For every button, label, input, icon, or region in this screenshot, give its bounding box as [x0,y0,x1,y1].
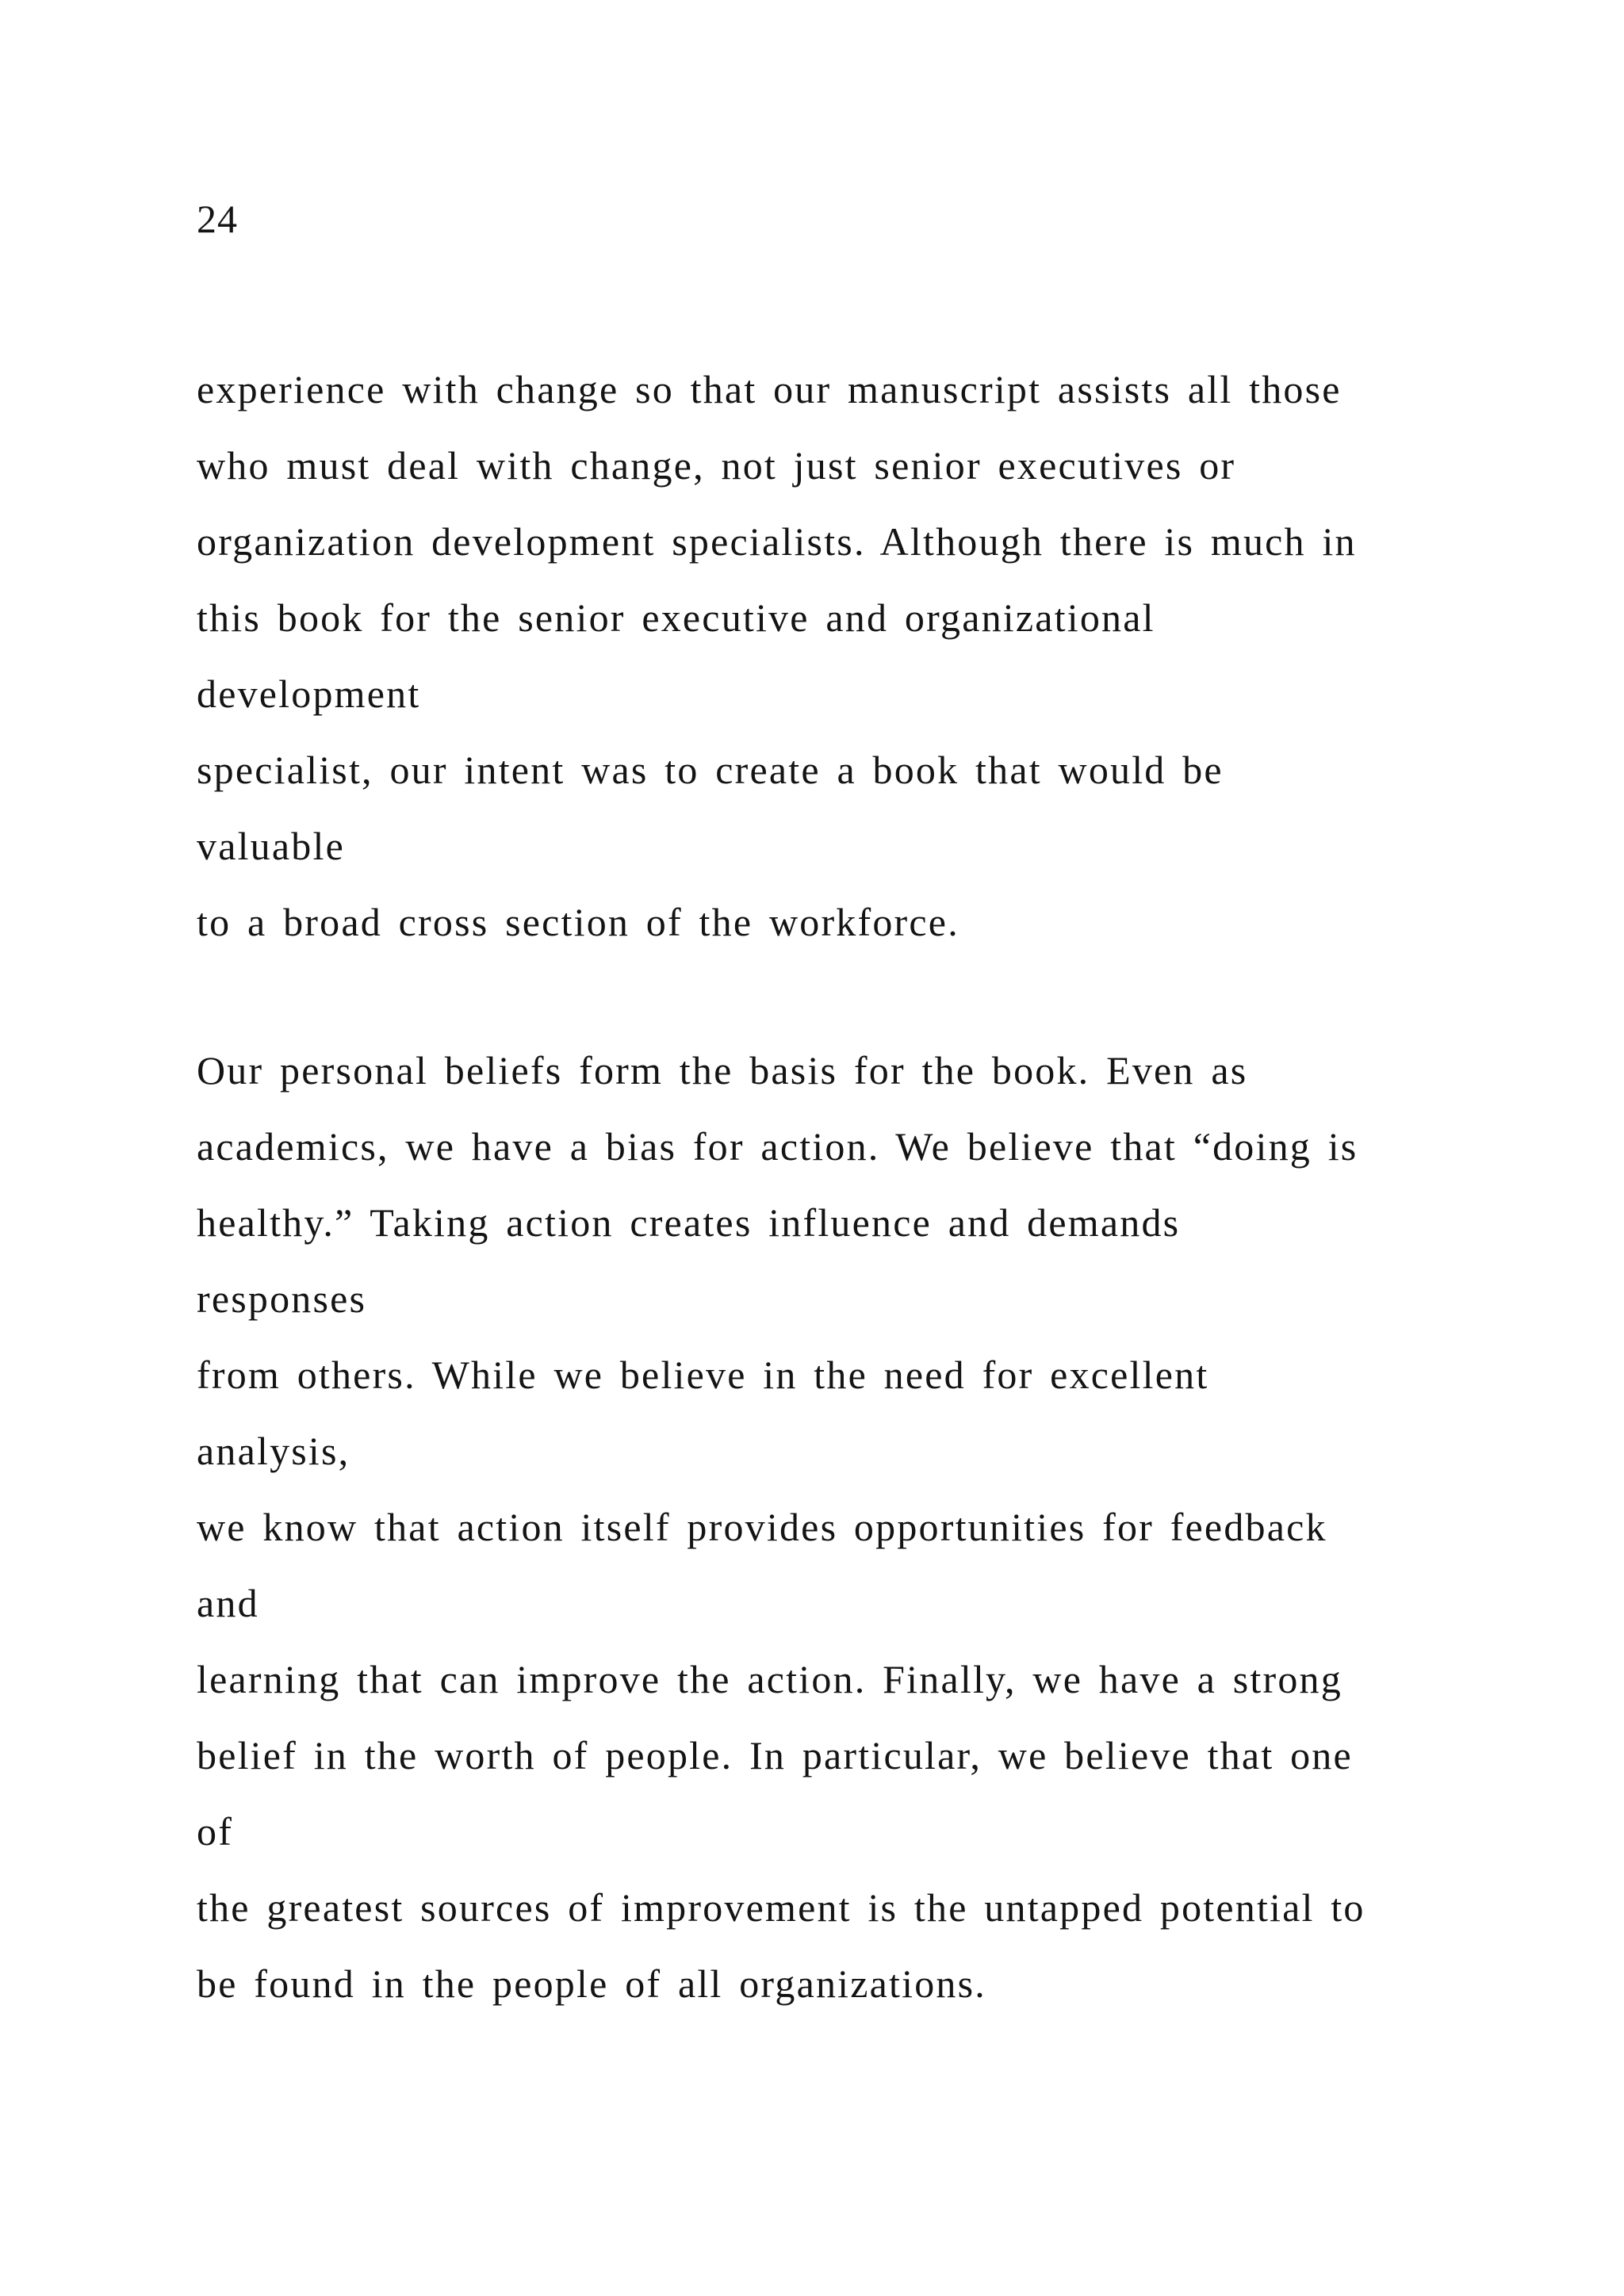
paragraph-2 [197,1032,1545,2022]
text-line: valuable [197,824,345,868]
text-line: specialist, our intent was to create a book that would be [197,748,1224,792]
text-line: belief in the worth of people. In particular, we believe that one [197,1733,1353,1777]
text-line: learning that can improve the action. Finally, we have a strong [197,1657,1342,1701]
text-line: be found in the people of all organizations. [197,1961,986,2006]
text-line: analysis, [197,1429,350,1473]
page-number: 24 [197,197,238,241]
text-line: experience with change so that our manuscript assists all those [197,367,1342,411]
text-line: academics, we have a bias for action. We believe that “doing is [197,1124,1358,1169]
text-line: development [197,672,421,716]
text-line: Our personal beliefs form the basis for the book. Even as [197,1048,1248,1093]
text-line: from others. While we believe in the need for excellent [197,1353,1209,1397]
text-line: organization development specialists. Although there is much in [197,519,1357,564]
paragraph-1 [197,351,1545,960]
text-line: we know that action itself provides opportunities for feedback [197,1505,1327,1549]
text-line: responses [197,1276,367,1321]
text-line: to a broad cross section of the workforce. [197,900,959,944]
text-line: this book for the senior executive and organizational [197,595,1155,640]
text-line: the greatest sources of improvement is the untapped potential to [197,1885,1365,1930]
text-line: who must deal with change, not just senior executives or [197,443,1236,488]
text-line: and [197,1581,259,1625]
text-line: of [197,1809,234,1854]
text-line: healthy.” Taking action creates influence and demands [197,1200,1181,1245]
